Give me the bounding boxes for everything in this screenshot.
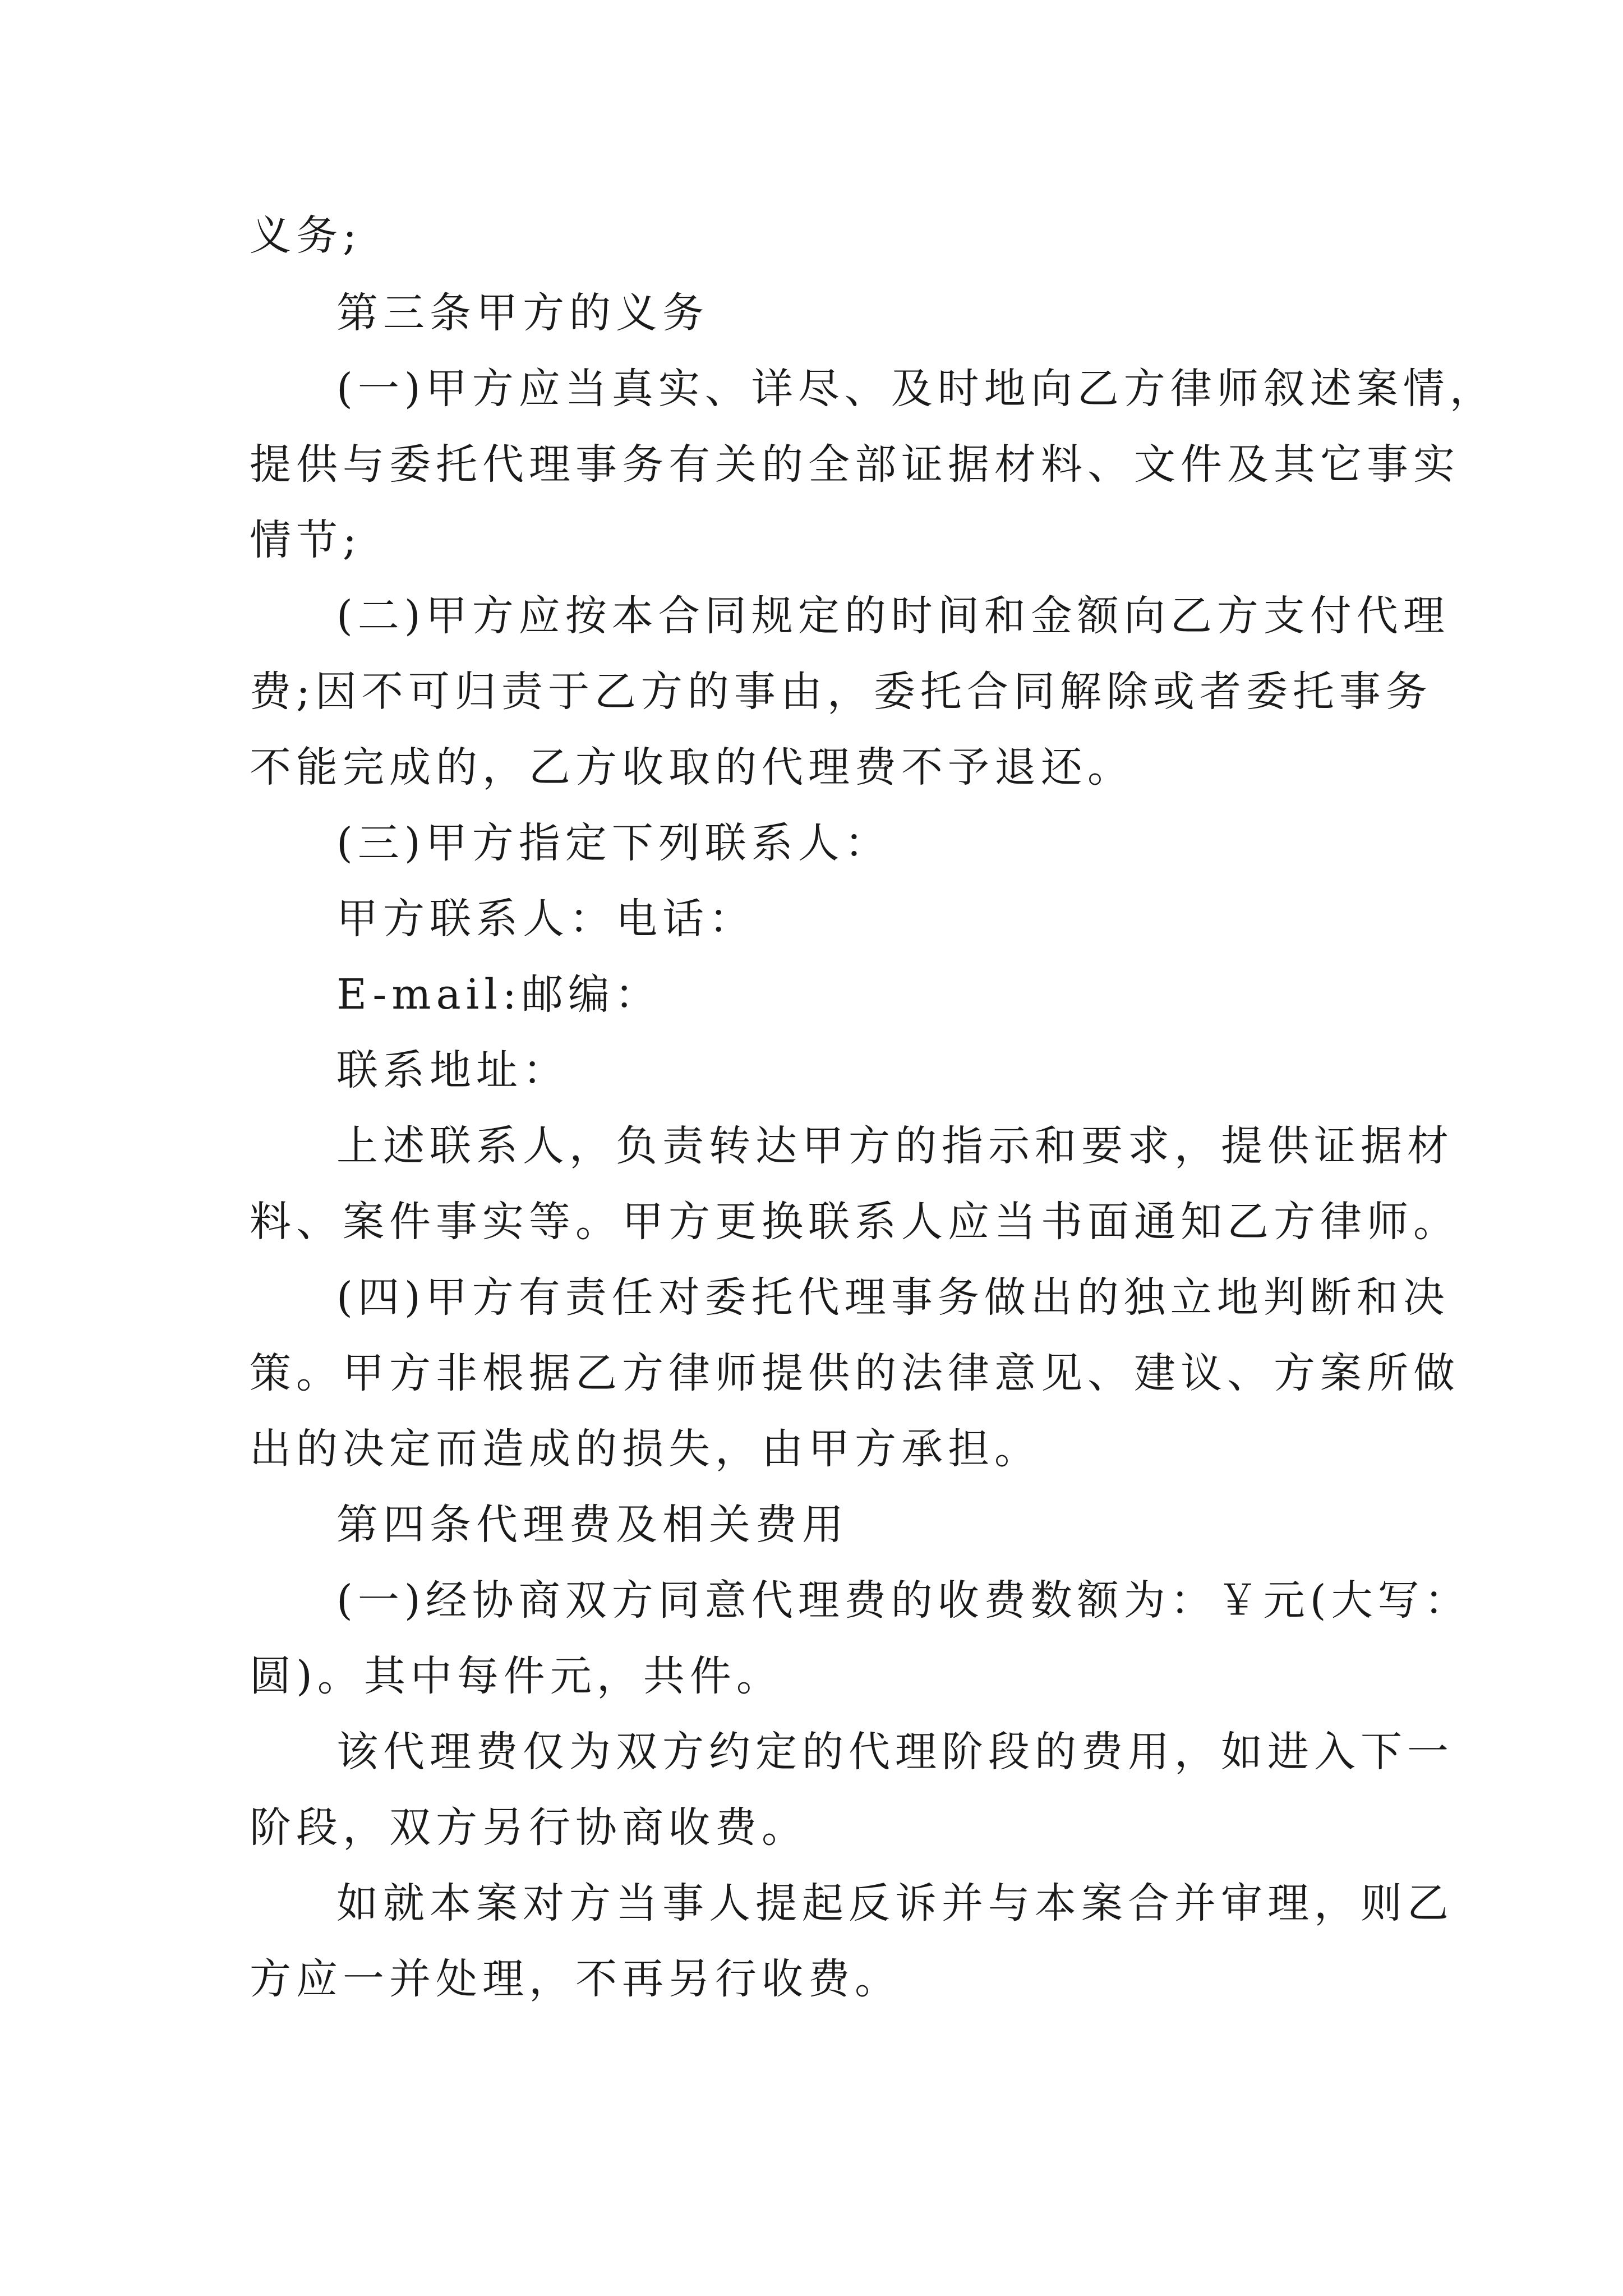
text-line: 圆)。其中每件元，共件。 xyxy=(250,1652,783,1700)
text-line: (三)甲方指定下列联系人： xyxy=(336,819,891,867)
contact-line: E-mail:邮编： xyxy=(336,970,661,1019)
text-line: (四)甲方有责任对委托代理事务做出的独立地判断和决 xyxy=(336,1273,1450,1322)
text-line: 不能完成的，乙方收取的代理费不予退还。 xyxy=(250,743,1134,792)
text-line: 上述联系人，负责转达甲方的指示和要求，提供证据材 xyxy=(336,1122,1454,1170)
contact-line: 联系地址： xyxy=(336,1046,569,1094)
text-line: (二)甲方应按本合同规定的时间和金额向乙方支付代理 xyxy=(336,592,1450,640)
text-line: 策。甲方非根据乙方律师提供的法律意见、建议、方案所做 xyxy=(250,1349,1460,1397)
text-line: 义务; xyxy=(250,211,362,260)
text-line: 费;因不可归责于乙方的事由，委托合同解除或者委托事务 xyxy=(250,668,1432,716)
text-line: 料、案件事实等。甲方更换联系人应当书面通知乙方律师。 xyxy=(250,1198,1460,1246)
text-line: 如就本案对方当事人提起反诉并与本案合并审理，则乙 xyxy=(336,1879,1454,1927)
article-heading: 第四条代理费及相关费用 xyxy=(336,1501,849,1549)
text-line: (一)甲方应当真实、详尽、及时地向乙方律师叙述案情， xyxy=(336,365,1496,413)
text-line: 阶段，双方另行协商收费。 xyxy=(250,1803,808,1852)
text-line: 该代理费仅为双方约定的代理阶段的费用，如进入下一 xyxy=(336,1728,1454,1776)
text-line: (一)经协商双方同意代理费的收费数额为：￥元(大写： xyxy=(336,1576,1471,1625)
article-heading: 第三条甲方的义务 xyxy=(336,289,709,337)
text-line: 出的决定而造成的损失，由甲方承担。 xyxy=(250,1425,1041,1473)
text-line: 情节; xyxy=(250,516,362,564)
text-line: 方应一并处理，不再另行收费。 xyxy=(250,1955,901,2003)
contact-line: 甲方联系人：电话： xyxy=(336,895,755,943)
text-line: 提供与委托代理事务有关的全部证据材料、文件及其它事实 xyxy=(250,440,1460,489)
